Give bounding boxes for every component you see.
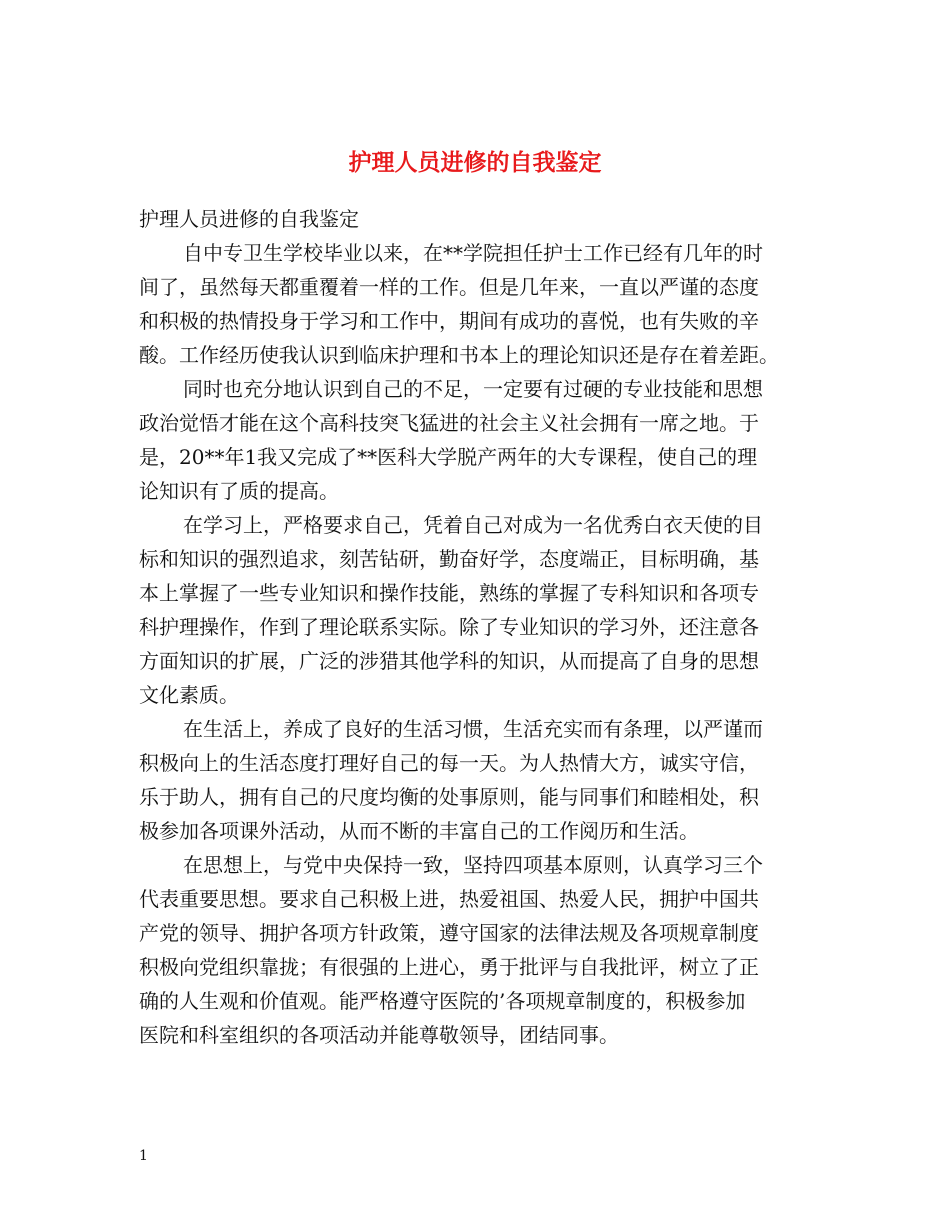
paragraph-line: 产党的领导、拥护各项方针政策，遵守国家的法律法规及各项规章制度: [139, 921, 759, 945]
paragraph-line: 和积极的热情投身于学习和工作中，期间有成功的喜悦，也有失败的辛: [139, 309, 759, 333]
paragraph-line: 代表重要思想。要求自己积极上进，热爱祖国、热爱人民，拥护中国共: [139, 887, 759, 911]
paragraph-line: 本上掌握了一些专业知识和操作技能，熟练的掌握了专科知识和各项专: [139, 581, 759, 605]
page-number: 1: [139, 1148, 148, 1164]
paragraph-line: 积极向上的生活态度打理好自己的每一天。为人热情大方，诚实守信，: [139, 751, 759, 775]
paragraph-line: 论知识有了质的提高。: [139, 479, 339, 503]
paragraph-line: 乐于助人，拥有自己的尺度均衡的处事原则，能与同事们和睦相处，积: [139, 785, 759, 809]
paragraph-line: 极参加各项课外活动，从而不断的丰富自己的工作阅历和生活。: [139, 819, 699, 843]
body-paragraph: [139, 712, 819, 848]
document-body: [139, 202, 819, 1052]
paragraph-line: 政治觉悟才能在这个高科技突飞猛进的社会主义社会拥有一席之地。于: [139, 411, 759, 435]
paragraph-line: 在学习上，严格要求自己，凭着自己对成为一名优秀白衣天使的目: [183, 513, 763, 537]
document-subtitle: 护理人员进修的自我鉴定: [139, 207, 359, 231]
paragraph-line: 医院和科室组织的各项活动并能尊敬领导，团结同事。: [139, 1023, 619, 1047]
paragraph-line: 自中专卫生学校毕业以来，在**学院担任护士工作已经有几年的时: [183, 241, 763, 265]
paragraph-list: [139, 236, 819, 1052]
paragraph-line: 间了，虽然每天都重覆着一样的工作。但是几年来，一直以严谨的态度: [139, 275, 759, 299]
paragraph-line: 文化素质。: [139, 683, 239, 707]
paragraph-line: 在思想上，与党中央保持一致，坚持四项基本原则，认真学习三个: [183, 853, 763, 877]
body-paragraph: [139, 848, 819, 1052]
paragraph-line: 科护理操作，作到了理论联系实际。除了专业知识的学习外，还注意各: [139, 615, 759, 639]
paragraph-line: 是，20**年1我又完成了**医科大学脱产两年的大专课程，使自己的理: [139, 445, 758, 469]
body-paragraph: [139, 508, 819, 712]
body-paragraph: [139, 372, 819, 508]
page-title: 护理人员进修的自我鉴定: [348, 149, 602, 177]
paragraph-line: 积极向党组织靠拢；有很强的上进心，勇于批评与自我批评，树立了正: [139, 955, 759, 979]
body-paragraph: [139, 236, 819, 372]
paragraph-line: 标和知识的强烈追求，刻苦钻研，勤奋好学，态度端正，目标明确，基: [139, 547, 759, 571]
paragraph-line: 酸。工作经历使我认识到临床护理和书本上的理论知识还是存在着差距。: [139, 343, 779, 367]
paragraph-line: 同时也充分地认识到自己的不足，一定要有过硬的专业技能和思想: [183, 377, 763, 401]
paragraph-line: 在生活上，养成了良好的生活习惯，生活充实而有条理，以严谨而: [183, 717, 763, 741]
paragraph-line: 确的人生观和价值观。能严格遵守医院的’各项规章制度的，积极参加: [139, 989, 746, 1013]
paragraph-line: 方面知识的扩展，广泛的涉猎其他学科的知识，从而提高了自身的思想: [139, 649, 759, 673]
